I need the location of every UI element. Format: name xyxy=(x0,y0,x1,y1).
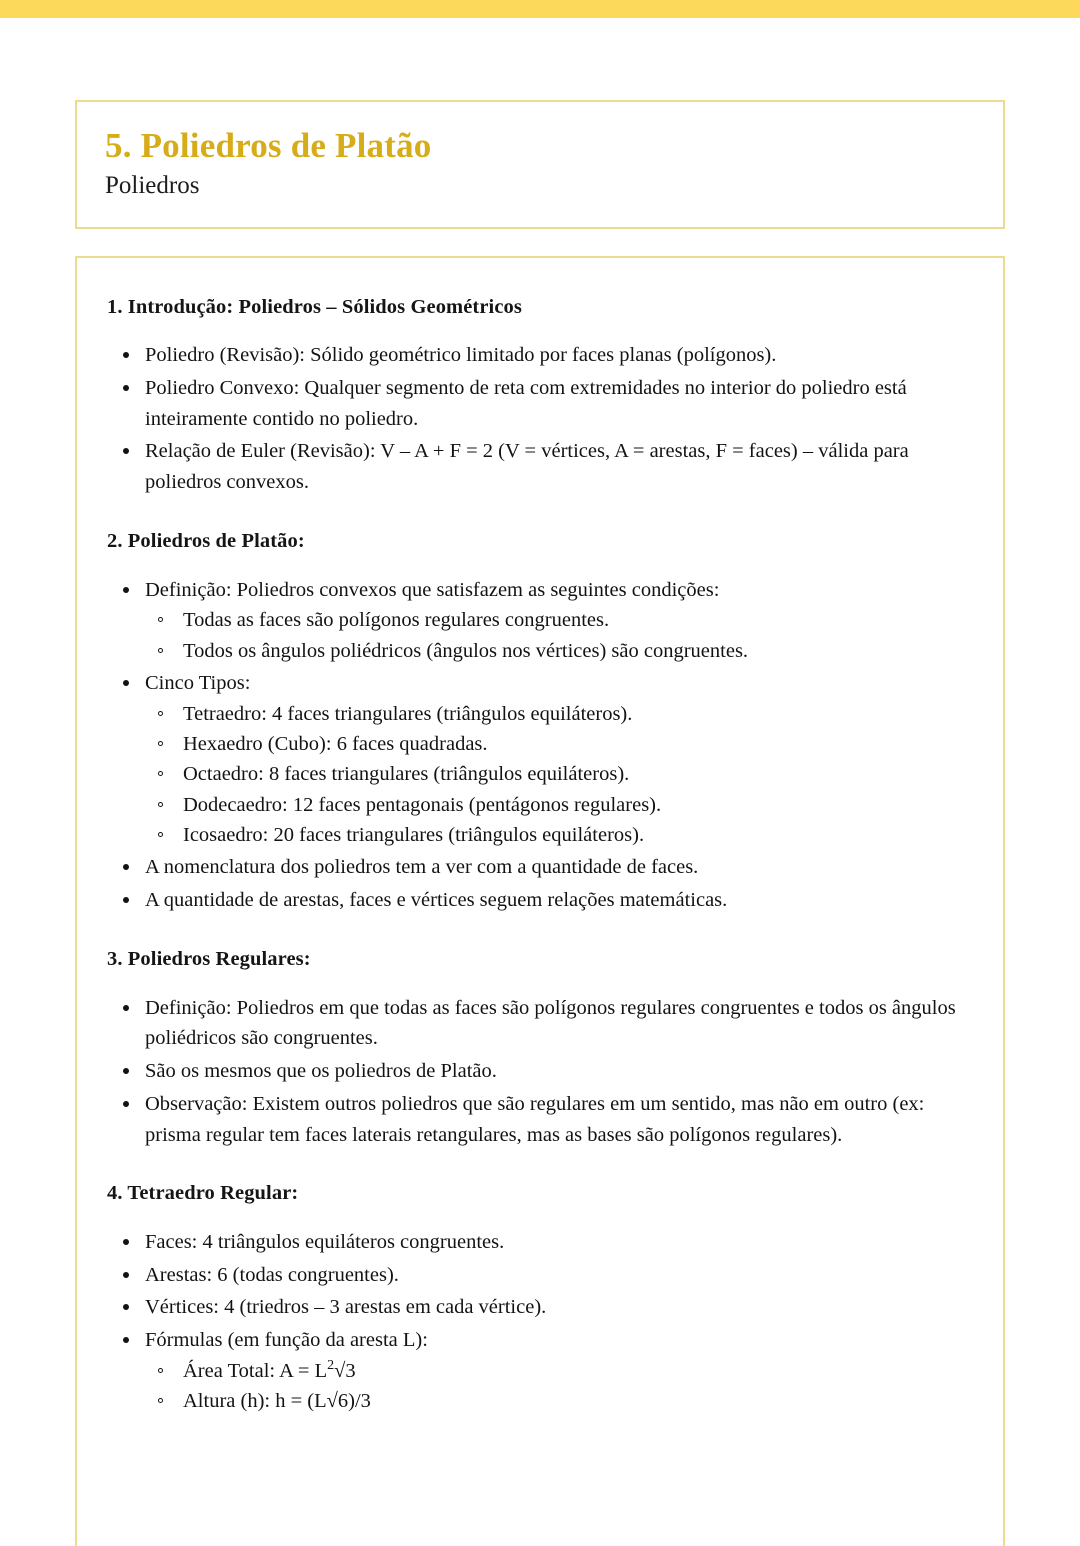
sub-bullet-item xyxy=(145,820,973,850)
top-accent-band xyxy=(0,0,1080,18)
page-title: 5. Poliedros de Platão xyxy=(105,126,432,165)
bullet-item xyxy=(107,373,973,435)
bullet-item xyxy=(107,1260,973,1291)
section-heading: 3. Poliedros Regulares: xyxy=(107,947,311,970)
bullet-list xyxy=(107,1227,973,1417)
bullet-item xyxy=(107,340,973,371)
superscript: 2 xyxy=(327,1358,335,1374)
content-section xyxy=(107,528,973,916)
document-page xyxy=(0,18,1080,1546)
sub-bullet-item xyxy=(145,1356,973,1386)
bullet-item xyxy=(107,993,973,1055)
bullet-item xyxy=(107,885,973,916)
sub-bullet-item xyxy=(145,605,973,635)
sub-bullet-text: Todos os ângulos poliédricos (ângulos nos vértices) são congruentes. xyxy=(183,639,749,662)
bullet-list xyxy=(107,575,973,916)
bullet-item xyxy=(107,1325,973,1416)
sub-bullet-item xyxy=(145,759,973,789)
sub-bullet-text: Octaedro: 8 faces triangulares (triângulos equiláteros). xyxy=(183,763,630,786)
bullet-item xyxy=(107,436,973,498)
content-section xyxy=(107,946,973,1150)
bullet-item xyxy=(107,1056,973,1087)
bullet-item xyxy=(107,668,973,850)
sub-bullet-item xyxy=(145,636,973,666)
sub-bullet-text: Altura (h): h = (L√6)/3 xyxy=(183,1390,371,1413)
sections-container xyxy=(107,294,973,1417)
bullet-text: Vértices: 4 (triedros – 3 arestas em cada vértice). xyxy=(145,1296,547,1319)
bullet-text: Arestas: 6 (todas congruentes). xyxy=(145,1263,399,1286)
sub-bullet-item xyxy=(145,790,973,820)
bullet-text: Definição: Poliedros convexos que satisfazem as seguintes condições: xyxy=(145,578,720,601)
sub-bullet-item xyxy=(145,699,973,729)
bullet-text: Cinco Tipos: xyxy=(145,672,251,695)
bullet-item xyxy=(107,852,973,883)
content-section xyxy=(107,1180,973,1416)
bullet-text: Definição: Poliedros em que todas as faces são polígonos regulares congruentes e todos os ângulos poliédricos são congruentes. xyxy=(145,996,956,1050)
bullet-text: Poliedro (Revisão): Sólido geométrico limitado por faces planas (polígonos). xyxy=(145,344,777,367)
bullet-text: São os mesmos que os poliedros de Platão. xyxy=(145,1060,497,1083)
bullet-list xyxy=(107,993,973,1151)
sub-bullet-text: Dodecaedro: 12 faces pentagonais (pentágonos regulares). xyxy=(183,793,662,816)
sub-bullet-list xyxy=(145,1356,973,1417)
bullet-text: Fórmulas (em função da aresta L): xyxy=(145,1329,428,1352)
bullet-text: A quantidade de arestas, faces e vértices seguem relações matemáticas. xyxy=(145,889,728,912)
bullet-text: Observação: Existem outros poliedros que são regulares em um sentido, mas não em outro (ex: prisma regular tem faces laterais retangulares, mas as bases são polígonos regulares). xyxy=(145,1092,925,1146)
title-card xyxy=(75,100,1005,229)
sub-bullet-item xyxy=(145,729,973,759)
sub-bullet-list xyxy=(145,605,973,666)
content-section xyxy=(107,294,973,498)
content-card xyxy=(75,256,1005,1546)
sub-bullet-text: Todas as faces são polígonos regulares congruentes. xyxy=(183,609,610,632)
section-heading: 1. Introdução: Poliedros – Sólidos Geométricos xyxy=(107,295,522,318)
bullet-text: A nomenclatura dos poliedros tem a ver com a quantidade de faces. xyxy=(145,856,699,879)
bullet-list xyxy=(107,340,973,498)
sub-bullet-item xyxy=(145,1386,973,1416)
bullet-item xyxy=(107,1089,973,1151)
sub-bullet-list xyxy=(145,699,973,851)
bullet-text: Faces: 4 triângulos equiláteros congruentes. xyxy=(145,1230,505,1253)
bullet-text: Poliedro Convexo: Qualquer segmento de reta com extremidades no interior do poliedro está inteiramente contido no poliedro. xyxy=(145,376,907,430)
page-subtitle: Poliedros xyxy=(105,171,200,199)
bullet-text: Relação de Euler (Revisão): V – A + F = 2 (V = vértices, A = arestas, F = faces) – válida para poliedros convexos. xyxy=(145,440,909,494)
bullet-item xyxy=(107,1227,973,1258)
section-heading: 2. Poliedros de Platão: xyxy=(107,529,305,552)
sub-bullet-text: Área Total: $A = L^2√3$ xyxy=(183,1358,356,1382)
sub-bullet-text: Hexaedro (Cubo): 6 faces quadradas. xyxy=(183,733,488,756)
section-heading: 4. Tetraedro Regular: xyxy=(107,1182,299,1205)
bullet-item xyxy=(107,575,973,666)
sub-bullet-text: Icosaedro: 20 faces triangulares (triângulos equiláteros). xyxy=(183,824,645,847)
bullet-item xyxy=(107,1292,973,1323)
sub-bullet-text: Tetraedro: 4 faces triangulares (triângulos equiláteros). xyxy=(183,702,633,725)
